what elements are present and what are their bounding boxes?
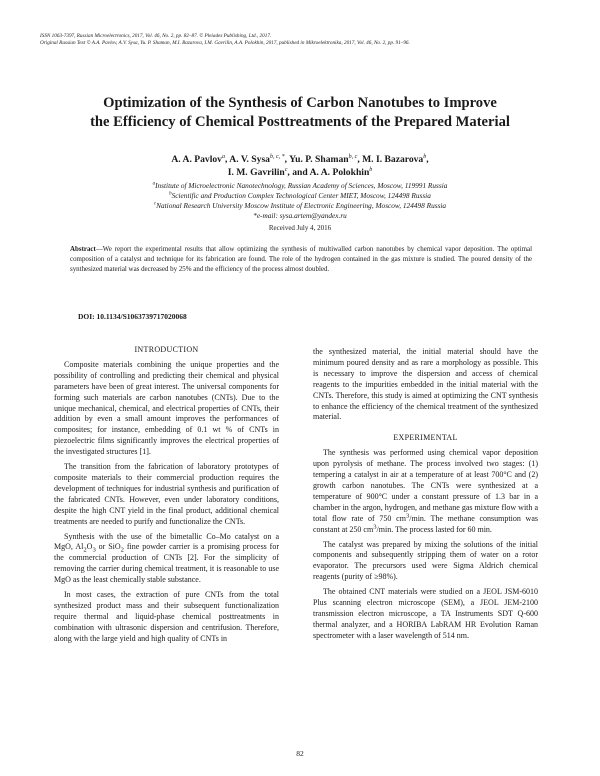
intro-paragraph-4: In most cases, the extraction of pure CNTs from the total synthesized product mass and their subsequent functionalization require thermal and liquid-phase chemical posttreatments in combination with ultrasonic dispersion and centrifusion. Therefore, along with the large yield and high quality of CNTs in [54,590,279,643]
affiliation-c [40,201,560,211]
author-line-2 [40,166,560,179]
text-run: /min. The methane consumption was constant at 250 cm [313,513,538,534]
author-line-1 [40,153,560,166]
author-affil-marker: b [369,166,373,173]
title-line-1: Optimization of the Synthesis of Carbon Nanotubes to Improve [103,95,497,111]
text-run: or SiO [95,542,121,552]
author-affil-marker: a [221,153,225,160]
experimental-paragraph-2: The catalyst was prepared by mixing the solutions of the initial components and subsequently stripping them of water on a rotor evaporator. The precursors used were Sigma Aldrich chemical reagents (purity of ≥98%). [313,539,538,582]
abstract-label: Abstract [70,245,96,253]
abstract [70,244,532,275]
experimental-paragraph-3: The obtained CNT materials were studied on a JEOL JSM-6010 Plus scanning electron microscope (SEM), a JEOL JEM-2100 transmission electron microscope, a TA Instruments SDT Q-600 thermal analyzer, and a HORIBA LabRAM HR Evolution Raman spectrometer with a laser wavelength of 514 nm. [313,587,538,640]
journal-header-line-2: Original Russian Text © A.A. Pavlov, A.V. Sysa, Yu. P. Shaman, M.I. Bazarova, I.M. Gavrilin, A.A. Polokhin, 2017, published in Mikroelektronika, 2017, Vol. 46, No. 2, pp. 91–96. [40,40,410,46]
text-run: The synthesis was performed using chemical vapor deposition upon pyrolysis of methane. The process involved two stages: (1) tempering a catalyst in air at a temperature of at least 700°C and (2) growth carbon nanotubes. The CNTs were synthesized at a temperature of 900°C under a constant pressure of 1.3 bar in a chamber in the argon, hydrogen, and methane gas mixture flow with a total flow rate of 750 cm [313,448,538,523]
affiliation-b [40,191,560,201]
subscript: 3 [92,547,96,554]
author-affil-marker: b [423,153,427,160]
author-affil-marker: b, c, * [269,153,285,160]
affiliation-marker: b [169,191,172,197]
author-affil-marker: c [284,166,288,173]
superscript: 3 [405,512,410,520]
author-name: A. A. Pavlov [171,154,222,165]
intro-paragraph-1: Composite materials combining the unique properties and the possibility of controlling and predicting their chemical and physical parameters have been of great interest. The universal components for forming such materials are carbon nanotubes (CNTs). Due to the unique mechanical, chemical, and electrical properties of CNTs, their addition by even a small amount improves the performances of composites; for instance, embedding of 0.1 wt % of CNTs in piezoelectric films significantly improves the electrical properties of the investigated structures [1]. [54,359,279,457]
text-run: Synthesis with the use of the bimetallic Co–Mo catalyst on a MgO, Al [54,531,279,552]
introduction-heading: INTRODUCTION [134,345,199,354]
journal-header-line-1: ISSN 1063-7397, Russian Microelectronics, 2017, Vol. 46, No. 2, pp. 82–87. © Pleiades Publishing, Ltd., 2017. [40,33,272,39]
left-column [54,345,279,645]
affiliation-text: Scientific and Production Complex Technological Center MIET, Moscow, 124498 Russia [171,191,431,200]
author-separator: , [284,154,290,165]
title-line-2: the Efficiency of Chemical Posttreatments of the Prepared Material [90,114,510,130]
author-name: Yu. P. Shaman [289,154,349,165]
author-separator: , [224,154,230,165]
experimental-heading: EXPERIMENTAL [393,433,458,443]
intro-paragraph-3 [54,532,279,587]
author-name: I. M. Gavrilin [227,167,285,178]
doi: DOI: 10.1134/S1063739717020068 [78,312,187,321]
affiliation-text: Institute of Microelectronic Nanotechnology, Russian Academy of Sciences, Moscow, 119991 Russia [155,181,448,190]
subscript: 2 [120,547,124,554]
text-run: O [86,542,93,552]
abstract-text: —We report the experimental results that allow optimizing the synthesis of multiwalled carbon nanotubes by chemical vapor deposition. The optimal composition of a catalyst and technique for its fabrication are found. The role of the hydrogen contained in the gas mixture is studied. The poured density of the synthesized material was decreased by 25% and the efficiency of the process almost doubled. [70,245,532,274]
right-column [313,347,538,642]
author-affil-marker: b, c [348,153,358,160]
superscript: 3 [373,522,377,530]
text-run: /min. The process lasted for 60 min. [376,524,492,534]
author-separator: , and [287,167,310,178]
affiliation-a [40,181,560,191]
author-list [40,153,560,179]
text-run: fine powder carrier is a promising process for the commercial production of CNTs [2]. For the simplicity of removing the carrier during chemical treatment, it is reasonable to use MgO as the least chemically stable substance. [54,542,280,585]
corresponding-email: *e-mail: sysa.artem@yandex.ru [253,211,347,220]
affiliation-marker: a [152,181,156,187]
experimental-paragraph-1 [313,448,538,535]
author-separator: , [426,154,429,165]
author-name: A. V. Sysa [229,154,270,165]
author-name: M. I. Bazarova [362,154,424,165]
received-date: Received July 4, 2016 [268,224,332,232]
author-separator: , [357,154,363,165]
intro-paragraph-2: The transition from the fabrication of laboratory prototypes of composite materials to their commercial production requires the development of techniques for industrial synthesis and purification of the fabricated CNTs. However, even under laboratory conditions, despite the high CNT yield in the final product, additional chemical treatments are needed to purify and functionalize the CNTs. [54,462,279,526]
affiliation-text: National Research University Moscow Institute of Electronic Engineering, Moscow, 124498 Russia [156,201,447,210]
paper-title [40,94,560,132]
subscript: 2 [83,547,87,554]
affiliation-marker: c [153,201,157,207]
affiliations [40,181,560,221]
intro-continuation: the synthesized material, the initial material should have the minimum poured density and as rare a morphology as possible. This is necessary to improve the dispersion and access of chemical reagents to the impurities embedded in the initial material with the CNTs. Therefore, this study is aimed at optimizing the CNT synthesis to enhance the efficiency of the chemical treatment of the synthesized material. [313,347,538,422]
author-name: A. A. Polokhin [309,167,370,178]
page-number: 82 [296,749,304,758]
